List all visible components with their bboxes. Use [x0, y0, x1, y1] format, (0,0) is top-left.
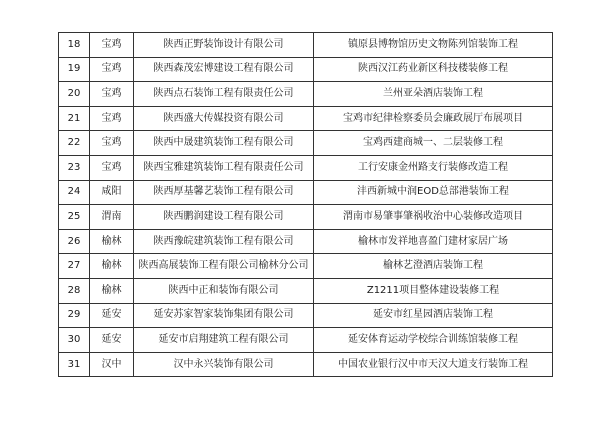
table-row	[59, 352, 553, 377]
project-cell: 渭南市易肇事肇祸收治中心装修改造项目	[314, 205, 553, 230]
city-cell: 延安	[90, 328, 134, 353]
project-cell: 宝鸡西建商城一、二层装修工程	[314, 131, 553, 156]
company-cell: 陕西中晟建筑装饰工程有限公司	[134, 131, 314, 156]
city-cell: 咸阳	[90, 180, 134, 205]
company-cell: 陕西厚基馨艺装饰工程有限公司	[134, 180, 314, 205]
city-cell: 榆林	[90, 278, 134, 303]
project-cell: 延安体育运动学校综合训练馆装修工程	[314, 328, 553, 353]
row-number-cell: 31	[59, 352, 90, 377]
row-number-cell: 30	[59, 328, 90, 353]
company-cell: 陕西豫皖建筑装饰工程有限公司	[134, 229, 314, 254]
project-cell: 陕西汉江药业新区科技楼装修工程	[314, 57, 553, 82]
company-cell: 陕西森茂宏博建设工程有限公司	[134, 57, 314, 82]
company-cell: 汉中永兴装饰有限公司	[134, 352, 314, 377]
city-cell: 宝鸡	[90, 57, 134, 82]
table-row	[59, 155, 553, 180]
table-row	[59, 254, 553, 279]
project-cell: 榆林市发祥地喜盈门建材家居广场	[314, 229, 553, 254]
project-cell: 镇原县博物馆历史文物陈列馆装饰工程	[314, 33, 553, 58]
row-number-cell: 23	[59, 155, 90, 180]
city-cell: 宝鸡	[90, 155, 134, 180]
company-cell: 陕西盛大传媒投资有限公司	[134, 106, 314, 131]
company-cell: 陕西正野装饰设计有限公司	[134, 33, 314, 58]
project-cell: Z1211项目整体建设装修工程	[314, 278, 553, 303]
city-cell: 汉中	[90, 352, 134, 377]
row-number-cell: 21	[59, 106, 90, 131]
city-cell: 榆林	[90, 254, 134, 279]
city-cell: 宝鸡	[90, 106, 134, 131]
company-cell: 陕西高展装饰工程有限公司榆林分公司	[134, 254, 314, 279]
table-row	[59, 303, 553, 328]
company-cell: 陕西鹏润建设工程有限公司	[134, 205, 314, 230]
city-cell: 延安	[90, 303, 134, 328]
table-row	[59, 33, 553, 58]
table-row	[59, 82, 553, 107]
city-cell: 渭南	[90, 205, 134, 230]
row-number-cell: 26	[59, 229, 90, 254]
project-cell: 兰州亚朵酒店装饰工程	[314, 82, 553, 107]
project-cell: 工行安康金州路支行装修改造工程	[314, 155, 553, 180]
row-number-cell: 25	[59, 205, 90, 230]
project-cell: 延安市红星园酒店装饰工程	[314, 303, 553, 328]
table-row	[59, 278, 553, 303]
table-row	[59, 106, 553, 131]
city-cell: 宝鸡	[90, 131, 134, 156]
project-cell: 榆林艺澄酒店装饰工程	[314, 254, 553, 279]
city-cell: 榆林	[90, 229, 134, 254]
table-row	[59, 180, 553, 205]
table-row	[59, 229, 553, 254]
row-number-cell: 24	[59, 180, 90, 205]
row-number-cell: 27	[59, 254, 90, 279]
company-cell: 陕西点石装饰工程有限责任公司	[134, 82, 314, 107]
row-number-cell: 20	[59, 82, 90, 107]
company-cell: 陕西宝雅建筑装饰工程有限责任公司	[134, 155, 314, 180]
project-cell: 沣西新城中润EOD总部港装饰工程	[314, 180, 553, 205]
table-row	[59, 328, 553, 353]
row-number-cell: 29	[59, 303, 90, 328]
project-cell: 中国农业银行汉中市天汉大道支行装饰工程	[314, 352, 553, 377]
row-number-cell: 22	[59, 131, 90, 156]
table-row	[59, 205, 553, 230]
row-number-cell: 28	[59, 278, 90, 303]
city-cell: 宝鸡	[90, 82, 134, 107]
table-body	[59, 33, 553, 377]
city-cell: 宝鸡	[90, 33, 134, 58]
row-number-cell: 19	[59, 57, 90, 82]
project-cell: 宝鸡市纪律检察委员会廉政展厅布展项目	[314, 106, 553, 131]
company-cell: 陕西中正和装饰有限公司	[134, 278, 314, 303]
row-number-cell: 18	[59, 33, 90, 58]
table-row	[59, 57, 553, 82]
project-table	[58, 32, 553, 377]
company-cell: 延安苏家智家装饰集团有限公司	[134, 303, 314, 328]
company-cell: 延安市启翔建筑工程有限公司	[134, 328, 314, 353]
table-row	[59, 131, 553, 156]
